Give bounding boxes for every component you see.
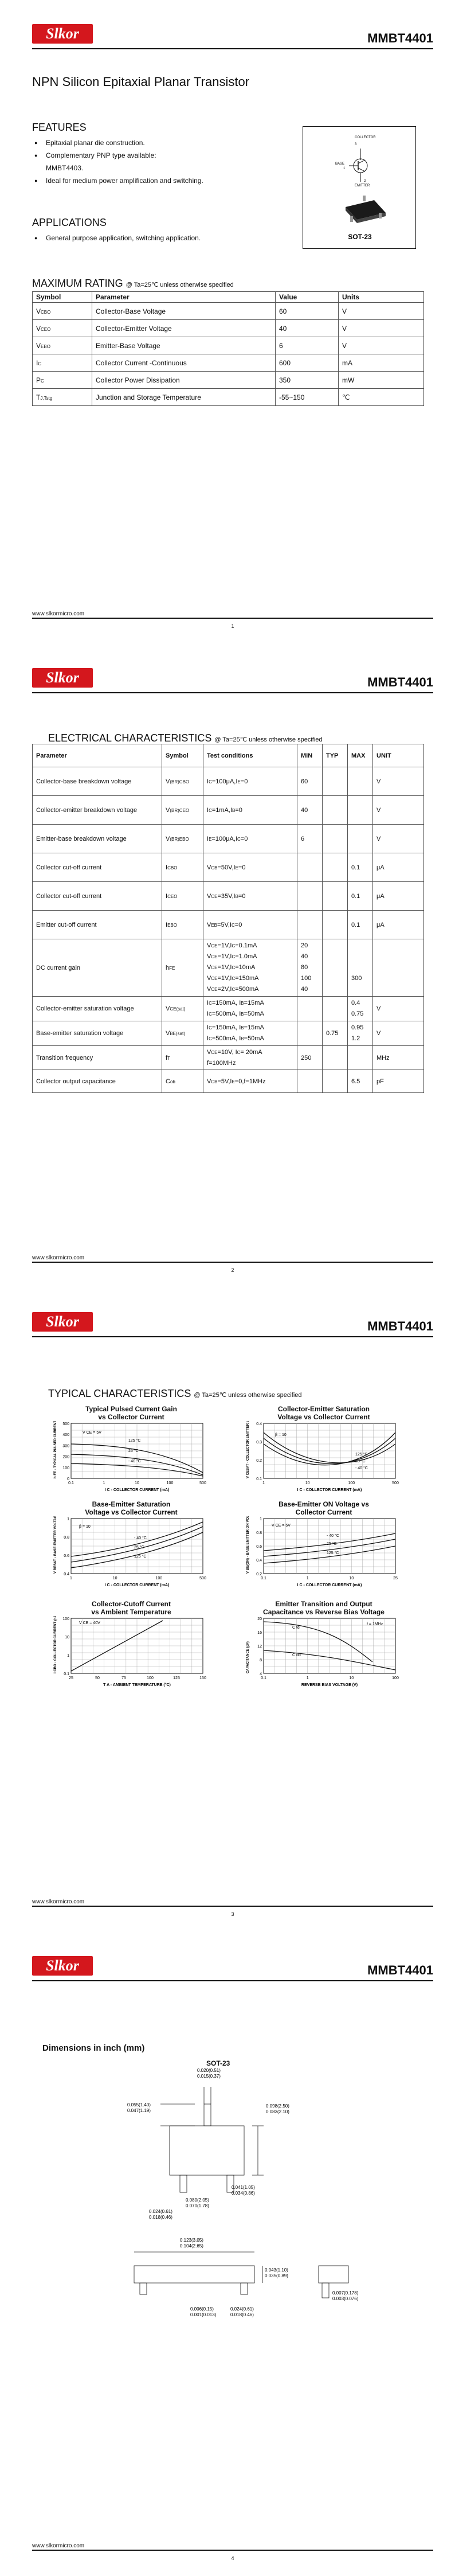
part-number: MMBT4401 [367, 31, 433, 45]
chart-5 [48, 1600, 214, 1694]
x-tick-label: 100 [155, 1576, 163, 1580]
x-tick-label: 10 [349, 1576, 354, 1580]
chart-subtitle: Voltage vs Collector Current [277, 1413, 370, 1421]
table-row: Emitter-base breakdown voltage V(BR)EBO IE=100μA,IC=0 6 V [33, 825, 424, 853]
series-label: 25 °C [327, 1542, 337, 1546]
page-number: 2 [231, 1267, 234, 1273]
page-number: 3 [231, 1911, 234, 1917]
page-2 [0, 644, 455, 1288]
y-tick-label: 0.2 [256, 1572, 262, 1576]
table-header-row [33, 744, 424, 767]
table-row: Emitter cut-off current IEBO VEB=5V,IC=0 0.1 μA [33, 911, 424, 939]
page-footer [32, 1255, 433, 1273]
x-tick-label: 0.1 [68, 1481, 74, 1485]
y-tick-label: 0.2 [256, 1459, 262, 1463]
series-label: V CB = 40V [79, 1621, 100, 1625]
chart-plot [48, 1516, 214, 1591]
y-tick-label: 10 [65, 1636, 69, 1640]
dim-label: 0.015(0.37) [197, 2074, 221, 2079]
table-row: VEBO Emitter-Base Voltage 6 V [33, 337, 424, 354]
col-header: Test conditions [203, 744, 297, 767]
y-tick-label: 20 [257, 1617, 262, 1621]
dim-label: 0.083(2.10) [266, 2109, 289, 2114]
page-3 [0, 1288, 455, 1932]
y-tick-label: 100 [62, 1617, 69, 1621]
chart-plot [241, 1516, 407, 1591]
y-tick-label: 1 [260, 1517, 262, 1521]
electrical-table [32, 744, 424, 1093]
typical-heading: TYPICAL CHARACTERISTICS [48, 1388, 191, 1399]
dim-label: 0.024(0.61) [230, 2306, 254, 2312]
part-number: MMBT4401 [367, 1319, 433, 1333]
list-item: ● Ideal for medium power amplification and switching. [34, 174, 203, 187]
y-tick-label: 500 [62, 1422, 69, 1426]
series-label: C ob [292, 1653, 301, 1657]
y-axis-label: V CESAT - COLLECTOR EMITTER VOLTAGE (V) [246, 1421, 250, 1478]
dim-label: 0.055(1.40) [127, 2102, 151, 2107]
col-header: Symbol [33, 292, 92, 303]
col-header: Value [276, 292, 339, 303]
x-tick-label: 0.1 [261, 1576, 266, 1580]
x-tick-label: 25 [69, 1676, 73, 1680]
electrical-heading: ELECTRICAL CHARACTERISTICS [48, 732, 212, 744]
chart-6 [241, 1600, 407, 1694]
brand-logo: Slkor [32, 1956, 93, 1976]
table-row: IC Collector Current -Continuous 600 mA [33, 354, 424, 372]
x-tick-label: 0.1 [261, 1676, 266, 1680]
table-row-vcesat: Collector-emitter saturation voltage VCE(sat) IC=150mA, IB=15mA IC=500mA, IB=50mA 0.4 0.75 V [33, 997, 424, 1021]
y-tick-label: 400 [62, 1433, 69, 1438]
x-axis-label: I C - COLLECTOR CURRENT (mA) [297, 1488, 362, 1492]
dimensions-package: SOT-23 [206, 2059, 230, 2067]
brand-logo: Slkor [32, 668, 93, 688]
package-box [303, 126, 416, 249]
y-tick-label: 300 [62, 1444, 69, 1449]
y-tick-label: 0 [67, 1477, 69, 1481]
max-rating-heading: MAXIMUM RATING [32, 278, 123, 289]
page-4 [0, 1932, 455, 2576]
series-label: β = 10 [79, 1525, 91, 1529]
dim-label: 0.035(0.89) [265, 2273, 288, 2278]
y-axis-label: V BESAT - BASE EMITTER VOLTAGE (V) [54, 1516, 57, 1574]
series-label: C te [292, 1626, 300, 1630]
table-row-ft: Transition frequency fT VCE=10V, IC= 20mA f=100MHz 250 MHz [33, 1046, 424, 1070]
series-label: 125 °C [128, 1439, 141, 1443]
series-label: V CE = 5V [272, 1524, 291, 1528]
table-row: VCBO Collector-Base Voltage 60 V [33, 303, 424, 320]
x-tick-label: 10 [112, 1576, 117, 1580]
x-tick-label: 100 [392, 1676, 399, 1680]
pin-collector-label: COLLECTOR [355, 136, 376, 139]
x-tick-label: 100 [147, 1676, 154, 1680]
table-header-row [33, 292, 424, 303]
series-label: 125 °C [327, 1551, 339, 1555]
chart-2 [241, 1405, 407, 1499]
x-tick-label: 1 [262, 1481, 265, 1485]
max-rating-table [32, 291, 424, 406]
chart-subtitle: Collector Current [295, 1508, 352, 1516]
dim-label: 0.080(2.05) [186, 2198, 209, 2203]
chart-plot [241, 1616, 407, 1691]
series-label: - 40 °C [128, 1459, 141, 1463]
y-tick-label: 0.8 [64, 1536, 69, 1540]
y-axis-label: h FE - TYPICAL PULSED CURRENT GAIN [54, 1421, 57, 1478]
dim-label: 0.047(1.19) [127, 2108, 151, 2113]
footer-url: www.slkormicro.com [32, 611, 85, 617]
y-tick-label: 12 [257, 1645, 262, 1649]
y-tick-label: 0.4 [256, 1559, 262, 1563]
dim-label: 0.041(1.05) [232, 2185, 255, 2190]
y-tick-label: 1 [67, 1654, 69, 1658]
dim-label: 0.104(2.65) [180, 2243, 203, 2249]
table-row: PC Collector Power Dissipation 350 mW [33, 372, 424, 389]
features-heading: FEATURES [32, 122, 87, 133]
table-row: Collector-base breakdown voltage V(BR)CBO IC=100μA,IE=0 60 V [33, 767, 424, 796]
series-label: V CE = 5V [83, 1431, 101, 1435]
chart-title: Emitter Transition and Output [275, 1600, 372, 1608]
y-tick-label: 8 [260, 1658, 262, 1662]
x-axis-label: I C - COLLECTOR CURRENT (mA) [297, 1583, 362, 1587]
page-number: 1 [231, 623, 234, 629]
col-header: MAX [348, 744, 373, 767]
pin-1-label: 1 [343, 167, 346, 170]
page-title: NPN Silicon Epitaxial Planar Transistor [32, 75, 250, 89]
chart-subtitle: vs Collector Current [98, 1413, 164, 1421]
dim-label: 0.018(0.46) [230, 2312, 254, 2317]
y-tick-label: 4 [260, 1672, 262, 1676]
y-tick-label: 0.4 [64, 1572, 69, 1576]
x-tick-label: 1 [70, 1576, 72, 1580]
col-header: UNIT [373, 744, 424, 767]
page-header [32, 667, 433, 693]
y-axis-label: I CBO - COLLECTOR CURRENT (nA) [54, 1616, 57, 1673]
y-tick-label: 0.6 [64, 1554, 69, 1558]
footer-url: www.slkormicro.com [32, 1255, 85, 1261]
page-header [32, 1311, 433, 1337]
x-tick-label: 10 [305, 1481, 310, 1485]
brand-logo: Slkor [32, 24, 93, 44]
dim-label: 0.006(0.15) [190, 2306, 214, 2312]
table-row-dc-gain: DC current gain hFE VCE=1V,IC=0.1mA VCE=1V,IC=1.0mA VCE=1V,IC=10mA VCE=1V,IC=150mA VCE=2V,IC=500mA 20 40 80 100 40 300 [33, 939, 424, 997]
y-axis-label: V BE(ON) - BASE EMITTER ON VOLTAGE (V) [246, 1516, 250, 1574]
chart-title: Base-Emitter Saturation [92, 1500, 171, 1508]
col-header: MIN [297, 744, 323, 767]
series-label: - 40 °C [327, 1534, 339, 1538]
chart-plot [241, 1421, 407, 1496]
chart-title: Collector-Emitter Saturation [277, 1405, 370, 1413]
page-footer [32, 1899, 433, 1917]
dim-label: 0.007(0.178) [332, 2290, 359, 2296]
y-tick-label: 0.1 [256, 1477, 262, 1481]
series-label: 125 °C [134, 1555, 147, 1559]
chart-title: Collector-Cutoff Current [92, 1600, 171, 1608]
footer-url: www.slkormicro.com [32, 2543, 85, 2549]
y-tick-label: 16 [257, 1631, 262, 1635]
page-footer [32, 2543, 433, 2561]
y-tick-label: 200 [62, 1455, 69, 1459]
brand-logo: Slkor [32, 1312, 93, 1332]
list-item: ● General purpose application, switching application. [34, 232, 201, 244]
x-tick-label: 100 [166, 1481, 174, 1485]
footer-url: www.slkormicro.com [32, 1899, 85, 1905]
applications-list [34, 232, 201, 244]
x-tick-label: 500 [392, 1481, 399, 1485]
dim-label: 0.098(2.50) [266, 2103, 289, 2109]
features-list [34, 136, 203, 187]
applications-heading: APPLICATIONS [32, 217, 107, 228]
table-row: VCEO Collector-Emitter Voltage 40 V [33, 320, 424, 337]
dim-label: 0.001(0.013) [190, 2312, 217, 2317]
chart-subtitle: Capacitance vs Reverse Bias Voltage [263, 1608, 385, 1616]
y-tick-label: 0.1 [64, 1672, 69, 1676]
x-tick-label: 500 [199, 1576, 206, 1580]
pin-3-label: 3 [355, 143, 357, 146]
chart-1 [48, 1405, 214, 1499]
table-row: Collector-emitter breakdown voltage V(BR)CEO IC=1mA,IB=0 40 V [33, 796, 424, 825]
x-axis-label: REVERSE BIAS VOLTAGE (V) [301, 1683, 358, 1687]
y-tick-label: 100 [62, 1466, 69, 1470]
col-header: Parameter [33, 744, 162, 767]
table-row-cob: Collector output capacitance Cob VCB=5V,IE=0,f=1MHz 6.5 pF [33, 1070, 424, 1093]
x-tick-label: 1 [306, 1576, 309, 1580]
x-axis-label: T A - AMBIENT TEMPERATURE (°C) [103, 1683, 171, 1687]
chart-title: Base-Emitter ON Voltage vs [279, 1500, 369, 1508]
page-1 [0, 0, 455, 644]
series-label: 125 °C [355, 1453, 368, 1457]
col-header: Units [339, 292, 424, 303]
x-tick-label: 10 [135, 1481, 139, 1485]
chart-3 [48, 1500, 214, 1594]
pin-base-label: BASE [335, 162, 345, 166]
dim-label: 0.018(0.46) [149, 2215, 172, 2220]
x-tick-label: 50 [95, 1676, 100, 1680]
series-label: - 40 °C [355, 1466, 368, 1470]
pin-emitter-label: EMITTER [355, 184, 370, 188]
dim-label: 0.024(0.61) [149, 2209, 172, 2214]
x-tick-label: 1 [103, 1481, 105, 1485]
chart-plot [48, 1421, 214, 1496]
x-tick-label: 1 [306, 1676, 309, 1680]
page-number: 4 [231, 2555, 234, 2561]
chart-subtitle: vs Ambient Temperature [91, 1608, 171, 1616]
x-axis-label: I C - COLLECTOR CURRENT (mA) [104, 1488, 170, 1492]
chart-title: Typical Pulsed Current Gain [85, 1405, 177, 1413]
x-tick-label: 500 [199, 1481, 206, 1485]
x-tick-label: 100 [348, 1481, 355, 1485]
pin-2-label: 2 [364, 179, 366, 183]
electrical-note: @ Ta=25℃ unless otherwise specified [214, 736, 323, 743]
col-header: Symbol [162, 744, 203, 767]
y-tick-label: 0.4 [256, 1422, 262, 1426]
y-tick-label: 0.3 [256, 1441, 262, 1445]
series-label: β = 10 [275, 1433, 287, 1437]
page-header [32, 23, 433, 49]
dimensions-heading: Dimensions in inch (mm) [42, 2043, 145, 2053]
x-tick-label: 25 [393, 1576, 398, 1580]
series-label: - 40 °C [134, 1536, 147, 1540]
page-footer [32, 611, 433, 629]
dim-label: 0.043(1.10) [265, 2267, 288, 2273]
x-tick-label: 10 [349, 1676, 354, 1680]
package-name: SOT-23 [348, 233, 372, 241]
series-label: 25 °C [134, 1545, 144, 1549]
max-rating-note: @ Ta=25℃ unless otherwise specified [125, 282, 234, 288]
dim-label: 0.020(0.51) [197, 2068, 221, 2073]
x-tick-label: 150 [199, 1676, 206, 1680]
x-tick-label: 75 [121, 1676, 126, 1680]
series-label: 25 °C [128, 1449, 139, 1453]
series-label: f = 1MHz [367, 1622, 383, 1626]
col-header: Parameter [92, 292, 276, 303]
dim-label: 0.070(1.78) [186, 2203, 209, 2208]
table-row: TJ,Tstg Junction and Storage Temperature -55~150 ℃ [33, 389, 424, 406]
chart-4 [241, 1500, 407, 1594]
list-item: MMBT4403. [46, 164, 84, 172]
part-number: MMBT4401 [367, 1963, 433, 1977]
chart-plot [48, 1616, 214, 1691]
dim-label: 0.034(0.86) [232, 2191, 255, 2196]
y-tick-label: 1 [67, 1517, 69, 1521]
y-tick-label: 0.8 [256, 1531, 262, 1535]
dim-label: 0.003(0.076) [332, 2296, 359, 2301]
list-item: ● Complementary PNP type available: [34, 149, 203, 162]
table-row: Collector cut-off current ICEO VCE=35V,IB=0 0.1 μA [33, 882, 424, 911]
list-item: ● Epitaxial planar die construction. [34, 136, 203, 149]
table-row-vbesat: Base-emitter saturation voltage VBE(sat) IC=150mA, IB=15mA IC=500mA, IB=50mA 0.75 0.95 1.2 V [33, 1021, 424, 1046]
chart-subtitle: Voltage vs Collector Current [85, 1508, 178, 1516]
package-drawing [303, 127, 417, 249]
x-tick-label: 125 [173, 1676, 180, 1680]
series-label: 25 °C [355, 1459, 366, 1463]
table-row: Collector cut-off current ICBO VCB=50V,IE=0 0.1 μA [33, 853, 424, 882]
col-header: TYP [323, 744, 348, 767]
typical-note: @ Ta=25℃ unless otherwise specified [194, 1392, 302, 1399]
y-axis-label: CAPACITANCE (pF) [246, 1641, 250, 1673]
package-outline-drawing [0, 1932, 455, 2505]
dim-label: 0.123(3.05) [180, 2238, 203, 2243]
part-number: MMBT4401 [367, 675, 433, 689]
y-tick-label: 0.6 [256, 1545, 262, 1549]
x-axis-label: I C - COLLECTOR CURRENT (mA) [104, 1583, 170, 1587]
